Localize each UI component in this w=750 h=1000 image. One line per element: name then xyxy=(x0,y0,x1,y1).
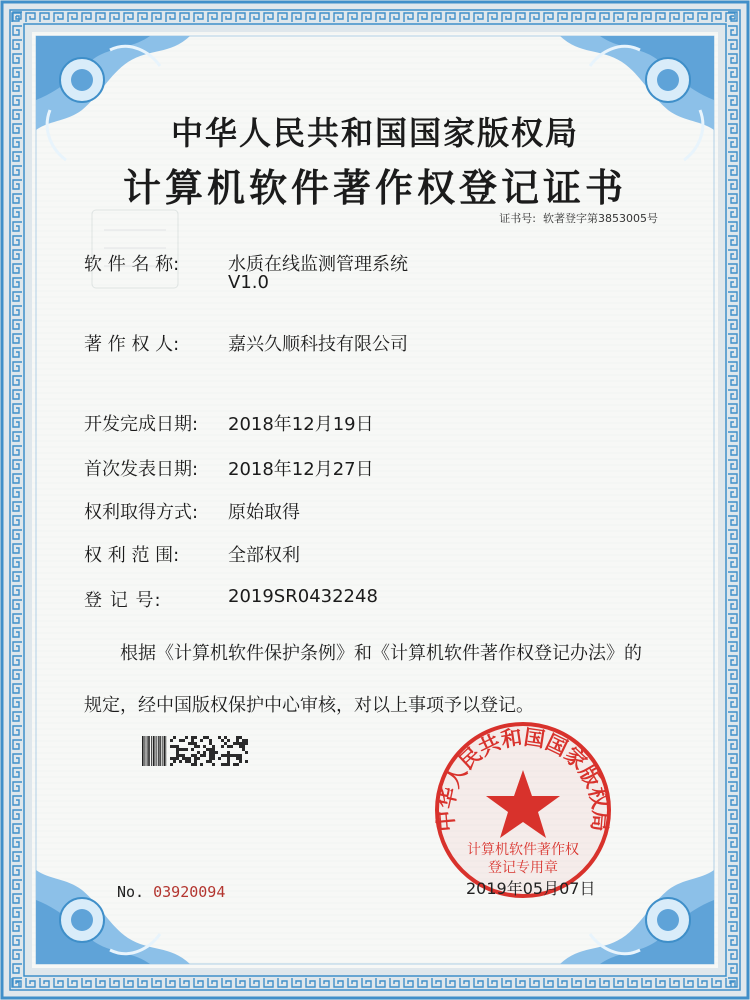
field-label-acquisition-method: 权利取得方式: xyxy=(84,502,199,523)
field-value-copyright-owner: 嘉兴久顺科技有限公司 xyxy=(228,334,408,355)
serial-number xyxy=(117,883,225,901)
barcode-module xyxy=(242,745,245,748)
barcode-module xyxy=(197,745,200,748)
field-value-software-version: V1.0 xyxy=(228,272,269,293)
barcode-module xyxy=(203,751,206,754)
barcode-module xyxy=(209,742,212,745)
barcode-module xyxy=(194,763,197,766)
barcode-module xyxy=(191,748,194,751)
barcode-module xyxy=(239,742,242,745)
barcode-bar xyxy=(147,736,148,766)
barcode-module xyxy=(197,757,200,760)
barcode-module xyxy=(212,754,215,757)
field-value-registration-number: 2019SR0432248 xyxy=(228,586,378,607)
barcode-module xyxy=(197,751,200,754)
barcode-module xyxy=(239,754,242,757)
certificate-number-value: 软著登字第3853005号 xyxy=(543,212,658,225)
statement-line2: 规定，经中国版权保护中心审核，对以上事项予以登记。 xyxy=(84,695,534,716)
barcode-module xyxy=(185,757,188,760)
barcode-module xyxy=(236,757,239,760)
barcode-module xyxy=(245,760,248,763)
barcode-module xyxy=(194,757,197,760)
barcode-module xyxy=(173,760,176,763)
barcode-module xyxy=(218,757,221,760)
barcode-bar xyxy=(156,736,157,766)
barcode-bar xyxy=(146,736,147,766)
barcode-module xyxy=(173,736,176,739)
barcode-module xyxy=(233,742,236,745)
field-label-copyright-owner: 著 作 权 人: xyxy=(84,334,180,355)
barcode-bar xyxy=(153,736,154,766)
barcode-module xyxy=(221,754,224,757)
certificate-number xyxy=(499,210,658,226)
barcode-module xyxy=(233,763,236,766)
barcode-module xyxy=(191,763,194,766)
statement-line1: 根据《计算机软件保护条例》和《计算机软件著作权登记办法》的 xyxy=(120,643,642,664)
barcode-module xyxy=(173,745,176,748)
barcode-module xyxy=(239,745,242,748)
certificate-title: 计算机软件著作权登记证书 xyxy=(122,165,627,210)
barcode-module xyxy=(227,763,230,766)
barcode-module xyxy=(230,754,233,757)
seal-inner-line2: 登记专用章 xyxy=(488,860,558,876)
barcode-module xyxy=(176,754,179,757)
barcode-module xyxy=(194,745,197,748)
barcode-module xyxy=(206,748,209,751)
barcode-module xyxy=(185,760,188,763)
barcode-module xyxy=(179,754,182,757)
barcode-module xyxy=(224,742,227,745)
barcode-module xyxy=(239,736,242,739)
barcode-module xyxy=(203,745,206,748)
barcode-module xyxy=(191,736,194,739)
barcode-module xyxy=(191,739,194,742)
barcode-module xyxy=(179,760,182,763)
barcode-module xyxy=(194,742,197,745)
barcode-bar xyxy=(162,736,163,766)
barcode-module xyxy=(215,751,218,754)
barcode-bar xyxy=(158,736,159,766)
barcode-module xyxy=(227,760,230,763)
serial-label: No. xyxy=(117,883,145,901)
barcode-module xyxy=(194,736,197,739)
barcode-module xyxy=(224,754,227,757)
barcode-module xyxy=(212,745,215,748)
barcode-module xyxy=(200,739,203,742)
barcode-module xyxy=(239,757,242,760)
barcode-module xyxy=(227,745,230,748)
barcode-module xyxy=(182,748,185,751)
barcode-module xyxy=(170,739,173,742)
barcode-module xyxy=(227,754,230,757)
field-label-publication-date: 首次发表日期: xyxy=(84,459,199,480)
barcode-module xyxy=(191,742,194,745)
field-label-registration-number: 登 记 号: xyxy=(84,590,162,611)
barcode-module xyxy=(194,754,197,757)
barcode-module xyxy=(236,742,239,745)
barcode-module xyxy=(170,757,173,760)
field-label-completion-date: 开发完成日期: xyxy=(84,414,199,435)
barcode-module xyxy=(209,754,212,757)
barcode-module xyxy=(242,748,245,751)
official-seal xyxy=(433,724,612,896)
barcode-module xyxy=(185,748,188,751)
barcode-module xyxy=(182,757,185,760)
barcode-module xyxy=(224,763,227,766)
field-label-rights-scope: 权 利 范 围: xyxy=(84,545,180,566)
barcode-module xyxy=(227,739,230,742)
field-value-software-name: 水质在线监测管理系统 xyxy=(228,254,408,275)
barcode-bar xyxy=(155,736,156,766)
barcode-module xyxy=(209,757,212,760)
certificate-number-label: 证书号: xyxy=(499,212,536,225)
barcode-module xyxy=(233,754,236,757)
barcode-module xyxy=(209,748,212,751)
barcode-module xyxy=(227,751,230,754)
barcode-module xyxy=(188,760,191,763)
barcode-module xyxy=(239,760,242,763)
barcode-module xyxy=(218,736,221,739)
seal-ring-text: 中华人民共和国国家版权局 xyxy=(433,725,613,833)
seal-inner-line1: 计算机软件著作权 xyxy=(467,842,579,858)
barcode-module xyxy=(209,760,212,763)
barcode-module xyxy=(242,739,245,742)
barcode-bar xyxy=(144,736,145,766)
barcode-module xyxy=(188,742,191,745)
barcode-module xyxy=(170,763,173,766)
barcode-module xyxy=(182,754,185,757)
barcode-bar xyxy=(149,736,150,766)
barcode-module xyxy=(209,751,212,754)
barcode-module xyxy=(221,745,224,748)
barcode-module xyxy=(245,739,248,742)
barcode-module xyxy=(206,760,209,763)
barcode-module xyxy=(200,763,203,766)
barcode-module xyxy=(236,736,239,739)
barcode-bar xyxy=(142,736,143,766)
field-value-publication-date: 2018年12月27日 xyxy=(228,459,374,480)
barcode-module xyxy=(203,736,206,739)
field-label-software-name: 软 件 名 称: xyxy=(84,254,180,275)
barcode-module xyxy=(212,757,215,760)
barcode-bar xyxy=(160,736,161,766)
barcode-module xyxy=(227,757,230,760)
barcode-module xyxy=(173,757,176,760)
field-value-completion-date: 2018年12月19日 xyxy=(228,414,374,435)
issuer-heading: 中华人民共和国国家版权局 xyxy=(170,114,579,152)
barcode-bar xyxy=(151,736,152,766)
barcode-module xyxy=(236,739,239,742)
barcode-module xyxy=(221,763,224,766)
barcode-module xyxy=(188,757,191,760)
field-value-rights-scope: 全部权利 xyxy=(228,545,300,566)
barcode-module xyxy=(230,745,233,748)
barcode-bar xyxy=(165,736,166,766)
issue-date: 2019年05月07日 xyxy=(466,879,596,898)
barcode-module xyxy=(176,757,179,760)
barcode-module xyxy=(236,763,239,766)
barcode-module xyxy=(200,754,203,757)
barcode-module xyxy=(221,739,224,742)
barcode-module xyxy=(176,748,179,751)
barcode-module xyxy=(236,754,239,757)
barcode-module xyxy=(212,751,215,754)
barcode-bar xyxy=(164,736,165,766)
statement-paragraph xyxy=(84,628,684,732)
barcode-module xyxy=(245,742,248,745)
barcode-module xyxy=(176,751,179,754)
barcode-module xyxy=(209,739,212,742)
barcode-module xyxy=(203,754,206,757)
barcode-module xyxy=(212,748,215,751)
barcode-module xyxy=(176,745,179,748)
barcode-module xyxy=(242,742,245,745)
barcode-module xyxy=(245,751,248,754)
barcode-module xyxy=(212,763,215,766)
barcode-module xyxy=(179,739,182,742)
barcode-module xyxy=(179,748,182,751)
barcode-module xyxy=(194,760,197,763)
barcode-module xyxy=(206,736,209,739)
barcode-module xyxy=(185,736,188,739)
serial-value: 03920094 xyxy=(153,883,226,901)
barcode-module xyxy=(182,739,185,742)
barcode-module xyxy=(170,745,173,748)
barcode-module xyxy=(224,736,227,739)
barcode-module xyxy=(191,754,194,757)
field-value-acquisition-method: 原始取得 xyxy=(228,502,300,523)
